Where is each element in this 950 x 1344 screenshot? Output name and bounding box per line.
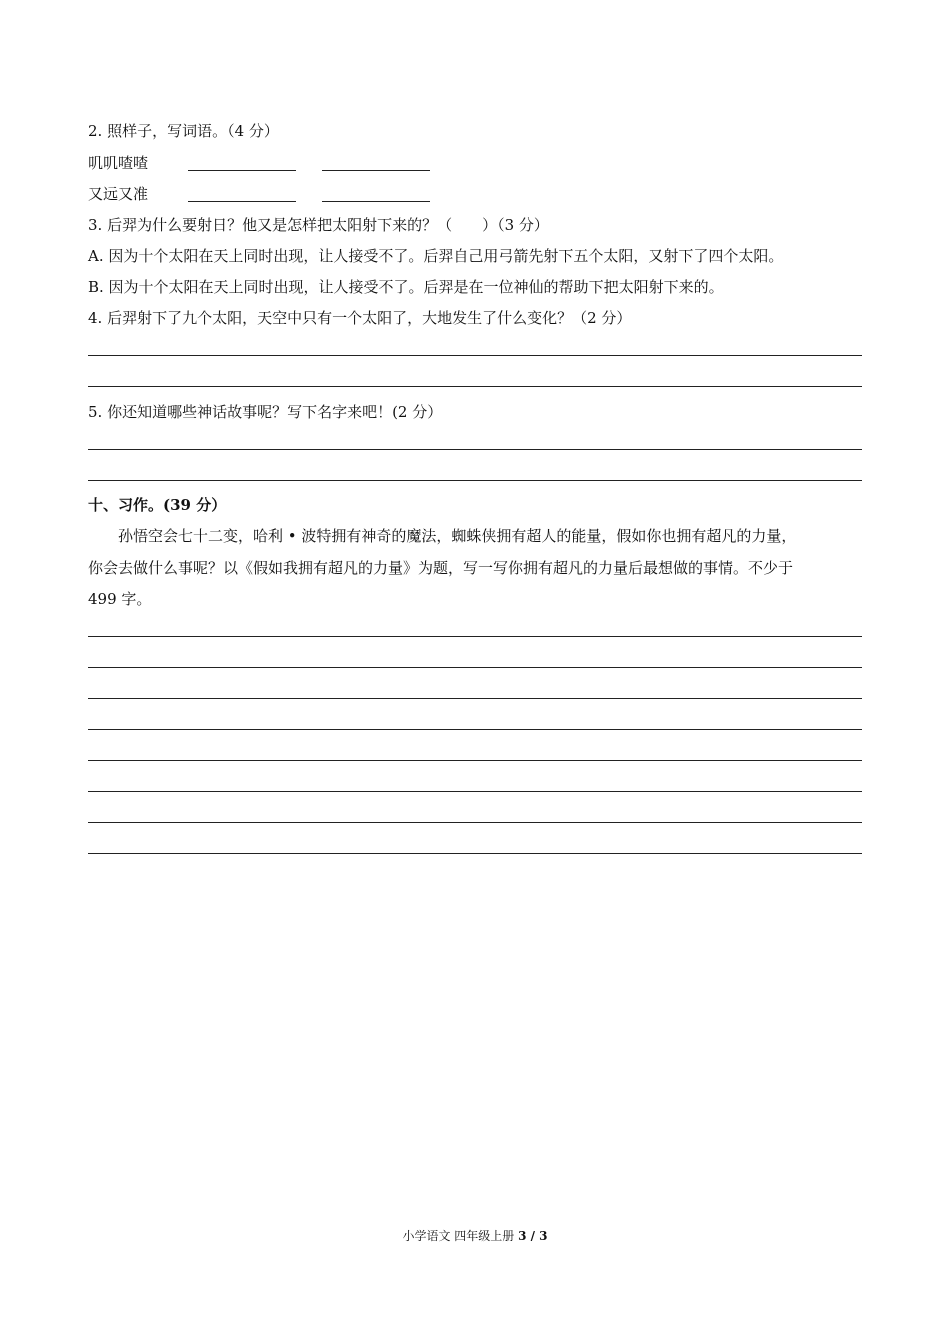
question-2-prompt: 2. 照样子，写词语。（4 分） [88,122,279,140]
option-a: A. 因为十个太阳在天上同时出现，让人接受不了。后羿自己用弓箭先射下五个太阳，又射下了四个太阳。 [88,247,784,265]
essay-line[interactable] [88,636,862,637]
answer-line[interactable] [88,480,862,481]
answer-blank[interactable] [188,201,296,202]
answer-blank[interactable] [322,201,430,202]
section-10-heading: 十、习作。(39 分） [88,496,227,514]
answer-blank[interactable] [188,170,296,171]
essay-line[interactable] [88,698,862,699]
essay-prompt-line-2: 你会去做什么事呢？以《假如我拥有超凡的力量》为题，写一写你拥有超凡的力量后最想做的事情。不少于 [88,559,794,577]
example-word-1: 叽叽喳喳 [88,154,149,172]
question-3-prompt: 3. 后羿为什么要射日？他又是怎样把太阳射下来的？（ ）（3 分） [88,216,549,234]
essay-prompt-line-1: 孙悟空会七十二变，哈利 • 波特拥有神奇的魔法，蜘蛛侠拥有超人的能量，假如你也拥有超凡的力量， [118,527,797,545]
question-5-prompt: 5. 你还知道哪些神话故事呢？写下名字来吧！(2 分） [88,403,443,421]
answer-blank[interactable] [322,170,430,171]
page-number: 3 / 3 [518,1229,548,1243]
example-word-2: 又远又准 [88,185,149,203]
option-b: B. 因为十个太阳在天上同时出现，让人接受不了。后羿是在一位神仙的帮助下把太阳射下来的。 [88,278,724,296]
essay-line[interactable] [88,729,862,730]
essay-line[interactable] [88,667,862,668]
answer-line[interactable] [88,386,862,387]
essay-line[interactable] [88,822,862,823]
footer-subject: 小学语文 四年级上册 [402,1229,519,1243]
answer-line[interactable] [88,355,862,356]
answer-line[interactable] [88,449,862,450]
essay-line[interactable] [88,791,862,792]
essay-line[interactable] [88,853,862,854]
question-4-prompt: 4. 后羿射下了九个太阳，天空中只有一个太阳了，大地发生了什么变化？（2 分） [88,309,632,327]
essay-line[interactable] [88,760,862,761]
essay-prompt-line-3: 499 字。 [88,590,152,608]
page-footer [0,1228,950,1244]
